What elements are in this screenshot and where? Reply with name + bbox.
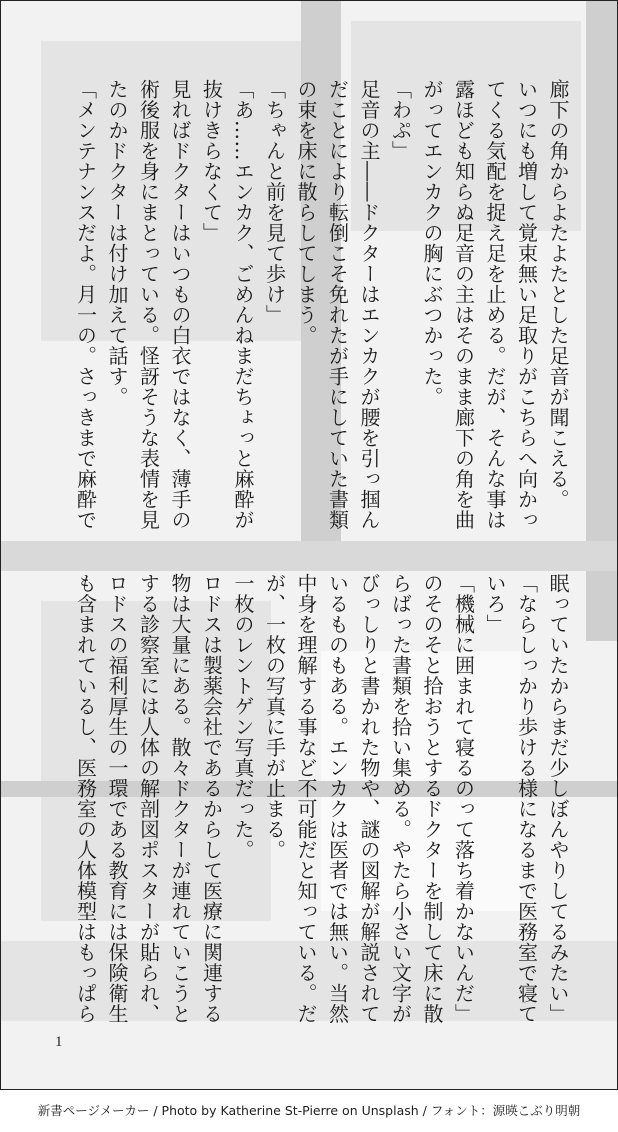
- text-line: だことにより転倒こそ免れたが手にしていた書類: [325, 79, 350, 530]
- text-line: 露ほども知らぬ足音の主はそのまま廊下の角を曲: [451, 79, 476, 530]
- text-line: 足音の主――ドクターはエンカクが腰を引っ掴ん: [357, 79, 381, 530]
- text-line: びっしりと書かれた物や、謎の図解が解説されて: [357, 573, 381, 1024]
- text-line: ロドスの福利厚生の一環である教育には保険衛生: [105, 573, 129, 1024]
- text-line: も含まれているし、医務室の人体模型はもっぱら: [73, 573, 98, 1024]
- text-line: 見ればドクターはいつもの白衣ではなく、薄手の: [168, 79, 192, 530]
- text-line: 「わぷ」: [388, 79, 413, 161]
- credit-line: 新書ページメーカー / Photo by Katherine St-Pierre on Unsplash / フォント：源暎こぶり明朝: [37, 1103, 581, 1118]
- text-line: ロドスは製薬会社であるからして医療に関連する: [199, 573, 224, 1024]
- text-line: がってエンカクの胸にぶつかった。: [420, 79, 444, 407]
- text-line: のそのそと拾おうとするドクターを制して床に散: [420, 573, 444, 1024]
- text-line: 眠っていたからまだ少しぼんやりしてるみたい」: [546, 573, 570, 1024]
- text-line: 「機械に囲まれて寝るのって落ち着かないんだ」: [451, 573, 476, 1024]
- text-line: 中身を理解する事など不可能だと知っている。だ: [294, 573, 318, 1024]
- body-text-upper: [69, 79, 573, 539]
- text-line: する診察室には人体の解剖図ポスターが貼られ、: [136, 573, 161, 1024]
- text-line: いろ」: [483, 573, 507, 635]
- text-line: 一枚のレントゲン写真だった。: [231, 573, 255, 860]
- text-line: 「ならしっかり歩ける様になるまで医務室で寝て: [514, 573, 539, 1024]
- text-line: いるものもある。エンカクは医者では無い。当然: [325, 573, 350, 1024]
- text-line: 「メンテナンスだよ。月一の。さっきまで麻酔で: [73, 79, 98, 530]
- body-text-lower: [69, 573, 573, 1024]
- text-line: が、一枚の写真に手が止まる。: [262, 573, 287, 860]
- text-line: 物は大量にある。散々ドクターが連れていこうと: [168, 573, 192, 1024]
- text-line: らばった書類を拾い集める。やたら小さい文字が: [388, 573, 413, 1024]
- text-line: 廊下の角からよたよたとした足音が聞こえる。: [546, 79, 570, 510]
- text-line: 「ちゃんと前を見て歩け」: [262, 79, 287, 325]
- text-line: てくる気配を捉え足を止める。だが、そんな事は: [483, 79, 507, 530]
- page-number: 1: [55, 1034, 63, 1050]
- text-line: 「あ……エンカク、ごめんねまだちょっと麻酔が: [231, 79, 255, 530]
- text-line: たのかドクターは付け加えて話す。: [105, 79, 129, 407]
- text-line: の束を床に散らしてしまう。: [294, 79, 318, 346]
- text-line: いつにも増して覚束無い足取りがこちらへ向かっ: [514, 79, 539, 530]
- text-line: 術後服を身にまとっている。怪訝そうな表情を見: [136, 79, 161, 530]
- text-line: 抜けきらなくて」: [199, 79, 224, 243]
